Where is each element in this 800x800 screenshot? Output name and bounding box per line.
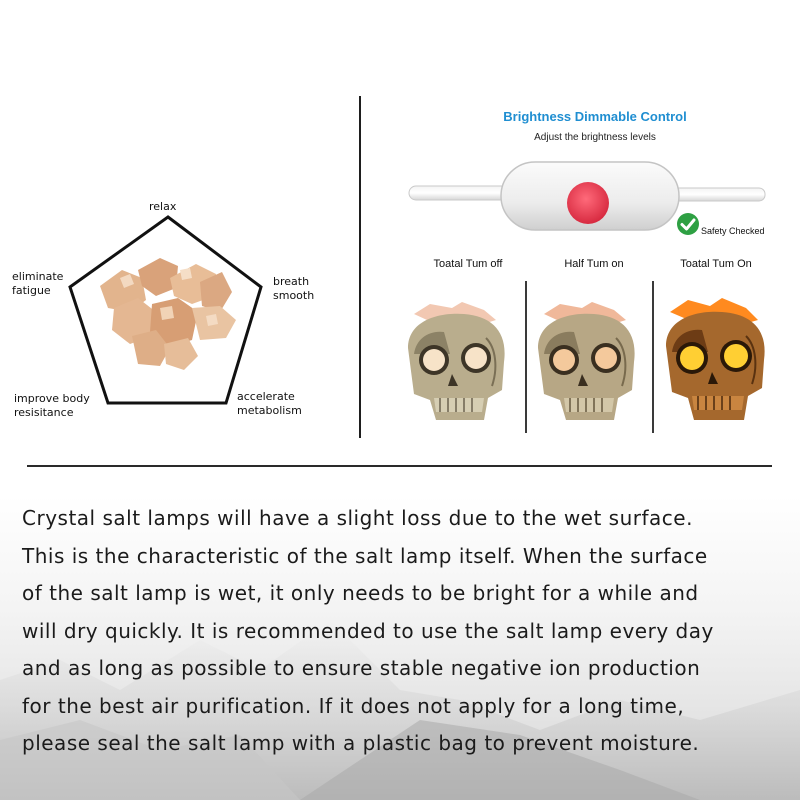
horizontal-divider [27,465,772,467]
description-paragraph [22,500,782,763]
state-label-on: Toatal Tum On [680,258,752,270]
label-eliminate-fatigue: eliminate fatigue [12,270,64,297]
brightness-title: Brightness Dimmable Control [503,109,687,124]
check-circle-icon [676,212,700,236]
brightness-subtitle: Adjust the brightness levels [534,132,656,143]
label-relax: relax [149,200,177,213]
state-label-off: Toatal Tum off [433,258,503,270]
skull-lamp-on-image [658,294,778,428]
description-line: This is the characteristic of the salt lamp itself. When the surface [22,543,708,568]
label-accelerate-metabolism: accelerate metabolism [237,390,302,417]
skull-lamp-off-image [400,298,520,428]
state-label-half: Half Tum on [564,258,624,270]
switch-knob [567,182,609,224]
skull-lamp-half-image [530,298,650,428]
benefits-pentagon-diagram [60,208,280,408]
panel-divider-2 [652,281,654,433]
label-breath-smooth: breath smooth [273,275,315,302]
label-improve-body-resistance: improve body resisitance [14,392,90,419]
description-line: please seal the salt lamp with a plastic bag to prevent moisture. [22,731,700,755]
description-line: and as long as possible to ensure stable negative ion production [22,656,701,680]
description-line: Crystal salt lamps will have a slight loss due to the wet surface. [22,506,693,530]
description-line: of the salt lamp is wet, it only needs to be bright for a while and [22,581,699,605]
description-line: will dry quickly. It is recommended to use the salt lamp every day [22,618,714,643]
vertical-divider [359,96,361,438]
panel-divider-1 [525,281,527,433]
cable-right [673,188,765,201]
safety-checked-label: Safety Checked [701,226,765,236]
description-line: for the best air purification. If it does not apply for a long time, [22,693,685,718]
